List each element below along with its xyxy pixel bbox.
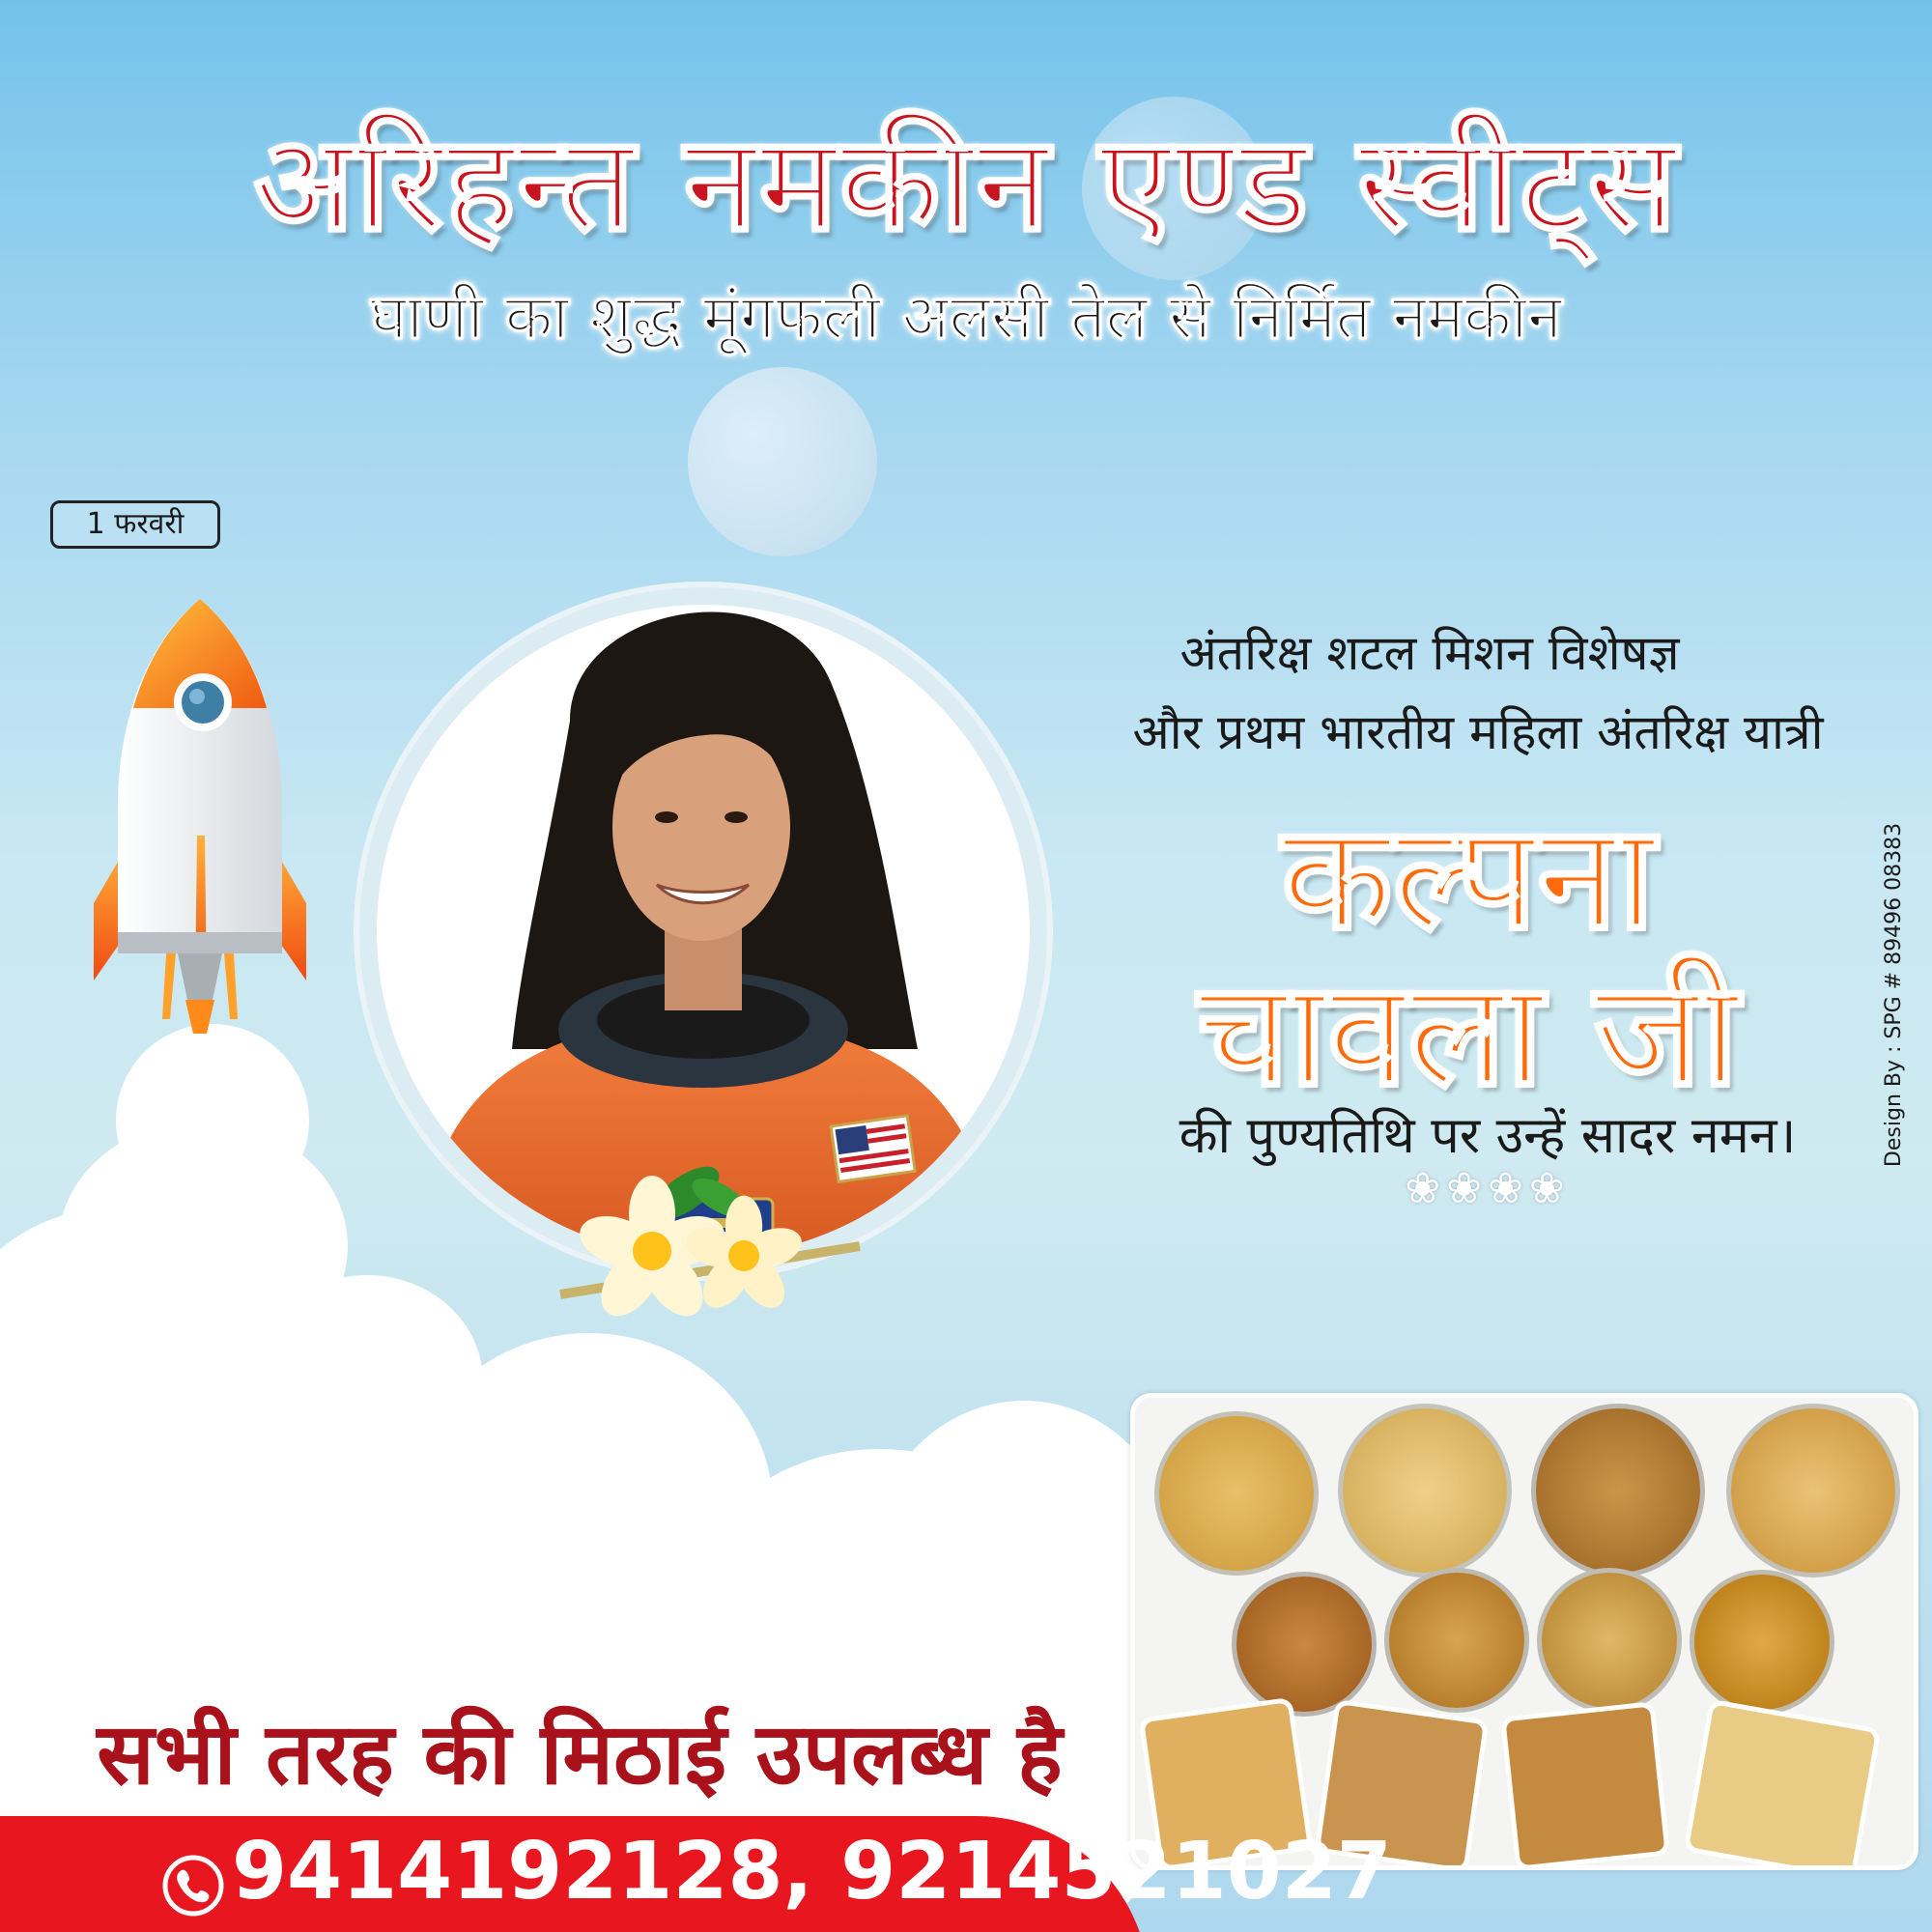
- date-badge: 1 फरवरी: [50, 500, 220, 549]
- rocket-icon: [89, 594, 311, 1038]
- shop-name-headline: अरिहन्त नमकीन एण्ड स्वीट्स: [253, 108, 1679, 261]
- moon-decoration: [688, 367, 877, 556]
- tribute-name-first: कल्पना: [1281, 794, 1656, 962]
- tribute-line-1: अंतरिक्ष शटल मिशन विशेषज्ञ: [1179, 625, 1680, 681]
- tribute-name-last: चावला जी: [1197, 951, 1740, 1119]
- tribute-line-2: और प्रथम भारतीय महिला अंतरिक्ष यात्री: [1132, 704, 1824, 760]
- phone-numbers: [164, 1826, 1392, 1918]
- flower-icon: [551, 1159, 879, 1333]
- snacks-photo: [1130, 1393, 1918, 1870]
- sweets-available-text: सभी तरह की मिठाई उपलब्ध है: [97, 1704, 1063, 1804]
- tribute-line-3: की पुण्यतिथि पर उन्हें सादर नमन।: [1179, 1107, 1797, 1165]
- phone-numbers-text: 9414192128, 9214521027: [232, 1826, 1392, 1918]
- designer-credit: Design By : SPG # 89496 08383: [1882, 822, 1906, 1168]
- tagline: घाणी का शुद्ध मूंगफली अलसी तेल से निर्मित नमकीन: [370, 282, 1562, 354]
- flower-stars-decoration: ❀❀❀❀: [1405, 1164, 1571, 1213]
